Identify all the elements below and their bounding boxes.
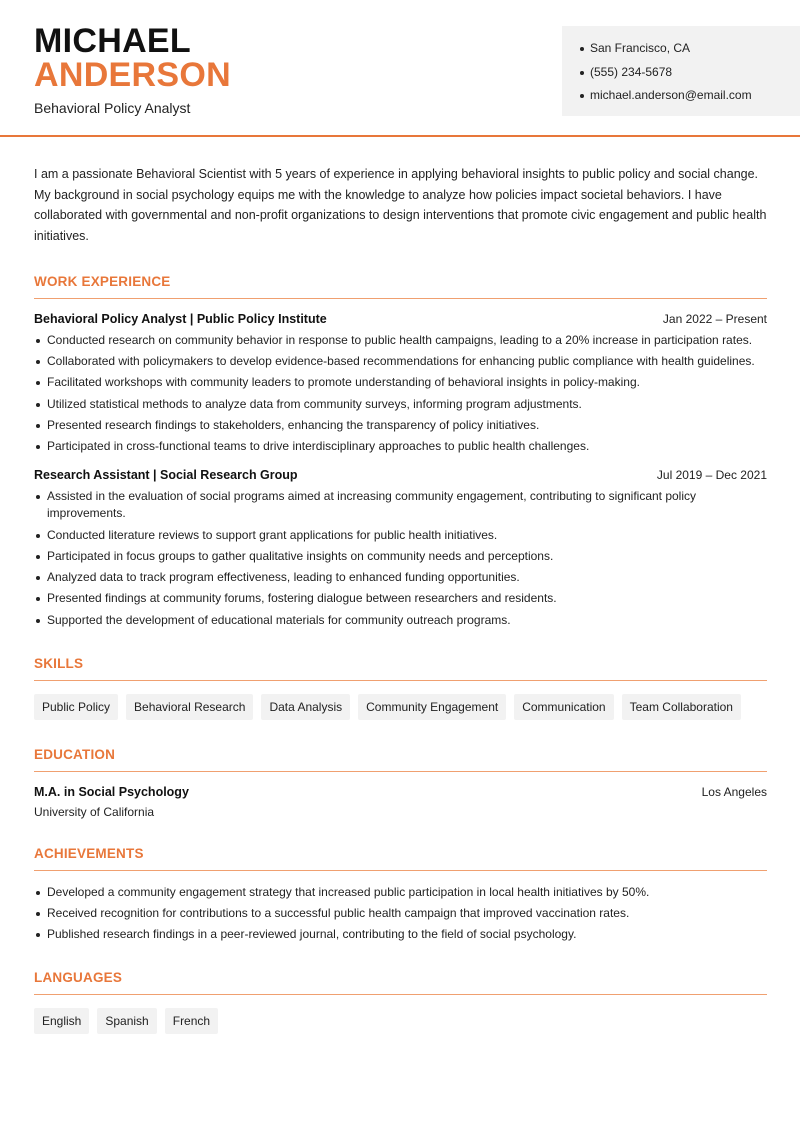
language-tag: Spanish xyxy=(97,1008,156,1034)
job-bullets xyxy=(34,488,767,628)
resume-body xyxy=(34,164,767,1034)
job-role: Behavioral Policy Analyst xyxy=(34,100,191,116)
education-entry xyxy=(34,785,767,799)
skill-tag: Community Engagement xyxy=(358,694,506,720)
summary: I am a passionate Behavioral Scientist with 5 years of experience in applying behavioral insights to public policy and social change. My background in social psychology equips me with the knowledge to analyze how policies impact societal behaviors. I have collaborated with governmental and non-profit organizations to design interventions that promote civic engagement and public health initiatives. xyxy=(34,167,767,244)
list-item: Utilized statistical methods to analyze data from community surveys, informing program adjustments. xyxy=(34,396,767,413)
education-location: Los Angeles xyxy=(701,784,767,799)
skill-tag: Data Analysis xyxy=(261,694,350,720)
list-item: Conducted research on community behavior in response to public health campaigns, leading to a 20% increase in participation rates. xyxy=(34,332,767,349)
list-item: Received recognition for contributions to a successful public health campaign that improved vaccination rates. xyxy=(34,905,767,922)
job-title: Research Assistant | Social Research Group xyxy=(34,468,298,483)
candidate-name xyxy=(34,24,231,92)
list-item: Participated in cross-functional teams to drive interdisciplinary approaches to public health challenges. xyxy=(34,438,767,455)
achievements-list xyxy=(34,884,767,944)
list-item: Participated in focus groups to gather qualitative insights on community needs and perceptions. xyxy=(34,548,767,565)
list-item: Assisted in the evaluation of social programs aimed at increasing community engagement, contributing to significant policy improvements. xyxy=(34,488,767,522)
language-tag: French xyxy=(165,1008,218,1034)
list-item: Presented findings at community forums, fostering dialogue between researchers and residents. xyxy=(34,590,767,607)
job-entry xyxy=(34,468,767,628)
section-title-skills: SKILLS xyxy=(34,656,767,681)
contact-box xyxy=(562,26,800,116)
list-item: Published research findings in a peer-reviewed journal, contributing to the field of social psychology. xyxy=(34,926,767,943)
skill-tag: Team Collaboration xyxy=(622,694,741,720)
list-item: Developed a community engagement strategy that increased public participation in local health initiatives by 50%. xyxy=(34,884,767,901)
school: University of California xyxy=(34,804,155,819)
section-title-languages: LANGUAGES xyxy=(34,970,767,995)
list-item: Conducted literature reviews to support grant applications for public health initiatives. xyxy=(34,527,767,544)
last-name: ANDERSON xyxy=(34,56,231,94)
job-dates: Jan 2022 – Present xyxy=(662,311,767,326)
job-dates: Jul 2019 – Dec 2021 xyxy=(656,468,767,483)
contact-phone: (555) 234-5678 xyxy=(580,61,800,85)
skill-tag: Behavioral Research xyxy=(126,694,253,720)
skill-tag: Communication xyxy=(514,694,613,720)
list-item: Collaborated with policymakers to develop evidence-based recommendations for enhancing public compliance with health guidelines. xyxy=(34,353,767,370)
language-tag: English xyxy=(34,1008,89,1034)
section-title-education: EDUCATION xyxy=(34,747,767,772)
list-item: Supported the development of educational materials for community outreach programs. xyxy=(34,612,767,629)
contact-location: San Francisco, CA xyxy=(580,37,800,61)
resume-header xyxy=(0,0,800,137)
degree: M.A. in Social Psychology xyxy=(34,784,189,799)
job-entry xyxy=(34,312,767,455)
skills-list xyxy=(34,694,767,720)
list-item: Analyzed data to track program effectiveness, leading to enhanced funding opportunities. xyxy=(34,569,767,586)
list-item: Presented research findings to stakeholders, enhancing the transparency of policy initiatives. xyxy=(34,417,767,434)
section-title-work: WORK EXPERIENCE xyxy=(34,274,767,299)
contact-email[interactable]: michael.anderson@email.com xyxy=(580,84,800,108)
skill-tag: Public Policy xyxy=(34,694,118,720)
languages-list xyxy=(34,1008,767,1034)
job-title: Behavioral Policy Analyst | Public Policy Institute xyxy=(34,311,327,326)
job-bullets xyxy=(34,332,767,455)
first-name: MICHAEL xyxy=(34,22,191,60)
list-item: Facilitated workshops with community leaders to promote understanding of behavioral insights in policy-making. xyxy=(34,374,767,391)
section-title-achievements: ACHIEVEMENTS xyxy=(34,846,767,871)
